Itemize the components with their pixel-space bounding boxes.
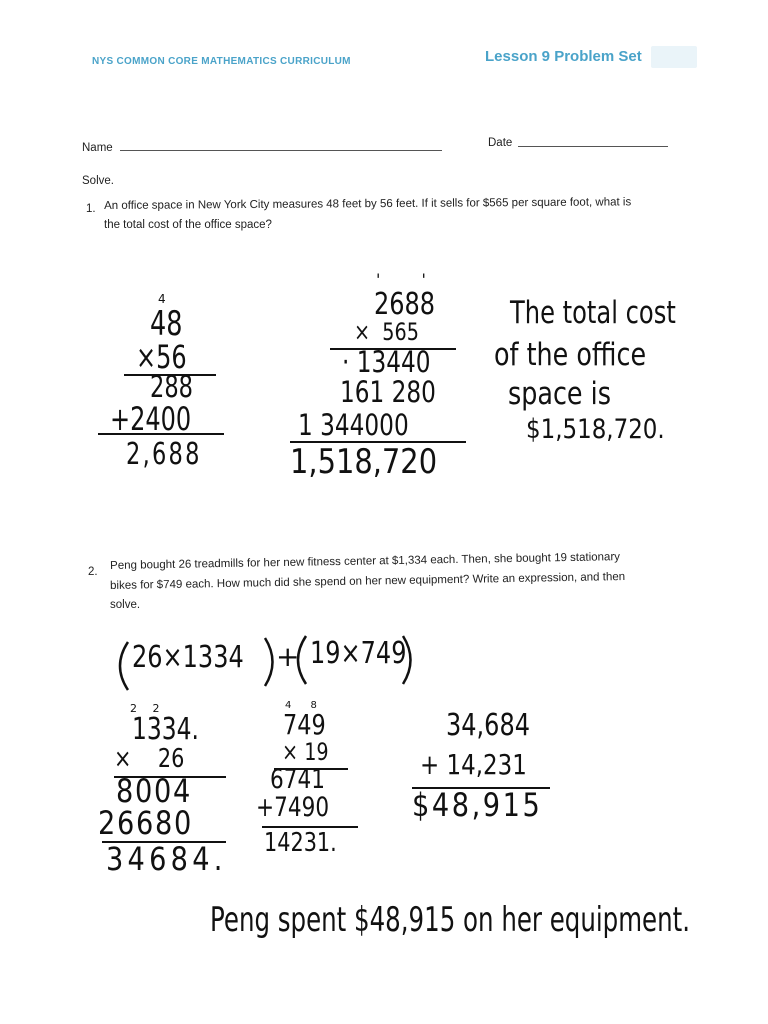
p2b-partial1: 6741 <box>270 764 325 795</box>
p2a-top: 1334. <box>132 712 199 747</box>
problem2-number: 2. <box>88 566 98 578</box>
date-label: Date <box>488 137 513 149</box>
p1-answer-line1: The total cost <box>510 295 676 331</box>
p1b-result: 1,518,720 <box>290 442 438 482</box>
problem2-text-line2: bikes for $749 each. How much did she spend on her new equipment? Write an expression, and then <box>110 571 626 592</box>
p1a-partial2: +2400 <box>110 400 192 438</box>
p2a-carries: 2 2 <box>130 702 166 715</box>
p1-answer-line4: $1,518,720. <box>526 414 665 445</box>
instructions: Solve. <box>82 175 114 187</box>
expr-plus: + <box>276 640 300 673</box>
expr-open-paren-right <box>290 634 310 686</box>
p2a-result: 34684. <box>106 840 227 878</box>
lesson-badge <box>651 46 697 68</box>
p2b-carries: 4 8 <box>285 700 325 711</box>
expr-close-paren-right <box>400 634 418 686</box>
p1a-result: 2,688 <box>126 437 202 472</box>
expr-open-paren-left <box>112 640 132 692</box>
p1a-top: 48 <box>150 304 183 344</box>
problem2-text-line1: Peng bought 26 treadmills for her new fitness center at $1,334 each. Then, she bought 19 stationary <box>110 551 621 572</box>
p1b-partial2: 161 280 <box>340 375 436 409</box>
problem1-text-line2: the total cost of the office space? <box>104 219 272 231</box>
p2a-multiplier: × 26 <box>114 744 185 774</box>
p1a-rule2 <box>98 433 224 435</box>
date-field[interactable] <box>518 146 668 147</box>
p2b-partial2: +7490 <box>256 792 330 823</box>
p2b-multiplier: × 19 <box>282 738 329 766</box>
p1-answer-line3: space is <box>508 376 611 412</box>
p2c-second: + 14,231 <box>420 748 527 781</box>
name-field[interactable] <box>120 150 442 151</box>
expr-left-product: 26×1334 <box>132 640 244 675</box>
p2-answer: Peng spent $48,915 on her equipment. <box>210 900 691 940</box>
name-label: Name <box>82 142 113 154</box>
p2b-top: 749 <box>283 708 326 741</box>
p1b-multiplier: × 565 <box>354 318 419 346</box>
problem1-number: 1. <box>86 203 96 215</box>
p2c-top: 34,684 <box>446 708 530 743</box>
lesson-title: Lesson 9 Problem Set <box>485 48 642 65</box>
p1a-carry: 4 <box>158 292 166 306</box>
p2a-partial2: 26680 <box>98 804 194 842</box>
problem1-text-line1: An office space in New York City measures 48 feet by 56 feet. If it sells for $565 per square foot, what is <box>104 196 632 212</box>
p2b-result: 14231. <box>264 828 337 858</box>
curriculum-title: NYS COMMON CORE MATHEMATICS CURRICULUM <box>92 56 351 67</box>
p1b-top: 2688 <box>374 287 436 322</box>
p1b-partial3: 1 344000 <box>298 408 409 442</box>
p1a-partial1: 288 <box>150 370 193 405</box>
p1b-partial1: · 13440 <box>342 345 431 379</box>
p1a-multiplier: ×56 <box>136 338 187 376</box>
problem2-text-line3: solve. <box>110 599 141 611</box>
expr-right-product: 19×749 <box>310 636 407 671</box>
p1-answer-line2: of the office <box>494 337 647 373</box>
p1b-carries: ' ' <box>376 270 444 289</box>
p2a-partial1: 8004 <box>116 772 193 810</box>
p2c-result: $48,915 <box>412 786 543 824</box>
